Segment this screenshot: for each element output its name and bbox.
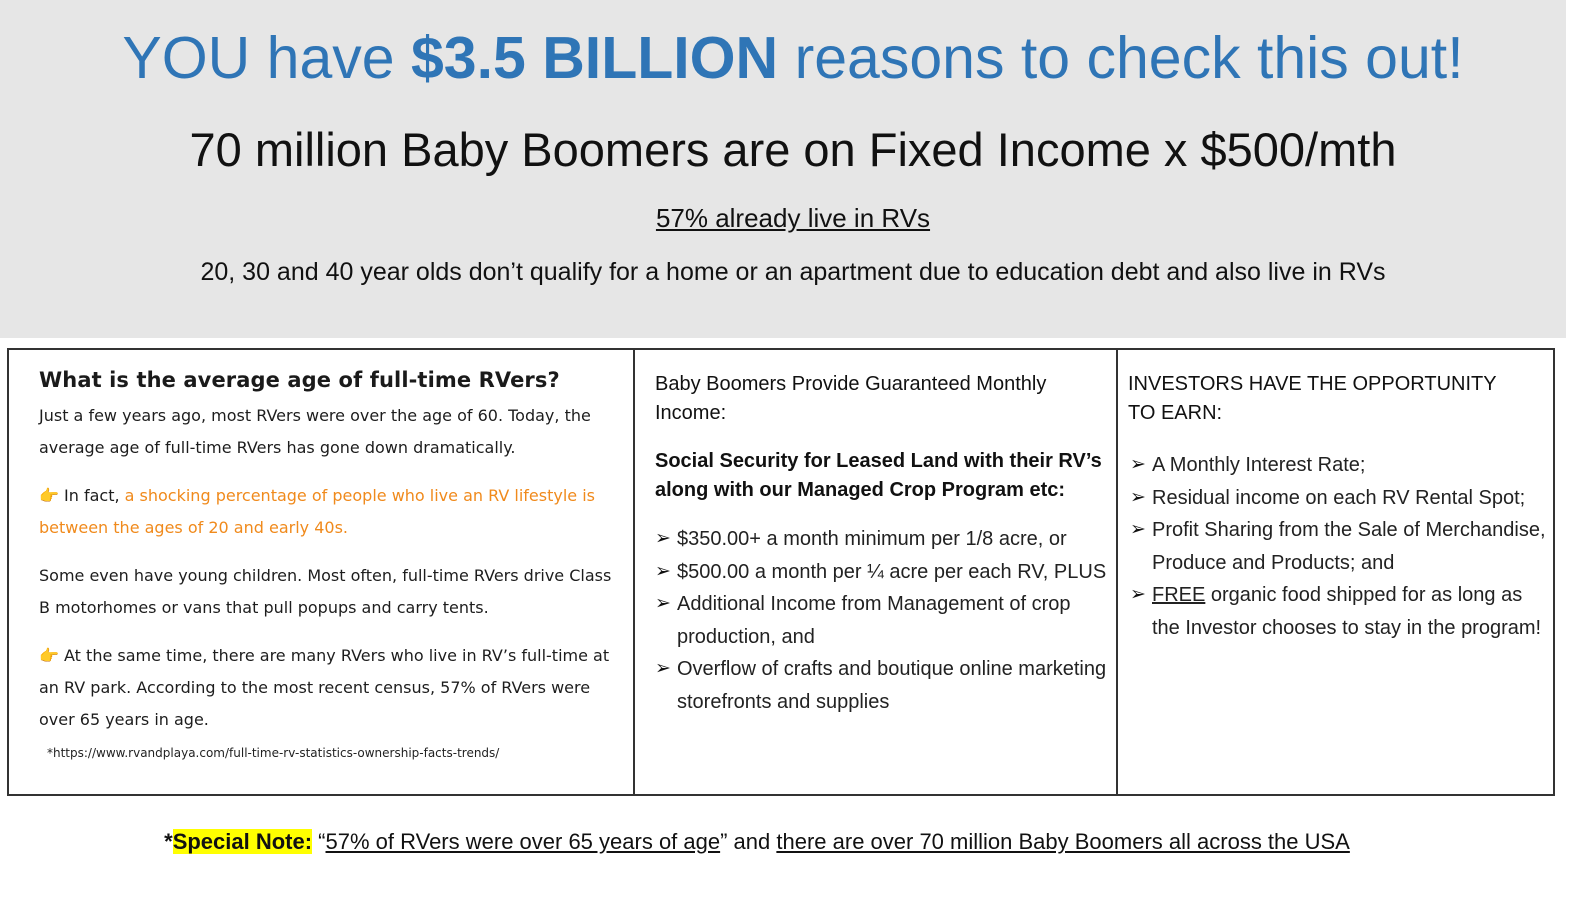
list-item: ➢ $350.00+ a month minimum per 1/8 acre, or: [655, 523, 1110, 556]
already-live-stat: 57% already live in RVs: [655, 203, 931, 233]
list-item: ➢ A Monthly Interest Rate;: [1130, 449, 1548, 482]
list-item: ➢ Overflow of crafts and boutique online marketing storefronts and supplies: [655, 653, 1110, 718]
boomer-subheading: Social Security for Leased Land with their RV’s along with our Managed Crop Program etc:: [655, 450, 1102, 501]
arrow-bullet-icon: ➢: [655, 528, 671, 549]
arrow-bullet-icon: ➢: [1130, 519, 1146, 540]
arrow-bullet-icon: ➢: [1130, 454, 1146, 475]
list-item: ➢ Additional Income from Management of crop production, and: [655, 588, 1110, 653]
investor-column: [1128, 370, 1548, 644]
source-citation: *https://www.rvandplaya.com/full-time-rv-statistics-ownership-facts-trends/: [47, 746, 500, 760]
age-para-2-highlight: a shocking percentage of people who live an RV lifestyle is between the ages of 20 and early 40s.: [39, 486, 595, 537]
list-item: ➢ Residual income on each RV Rental Spot;: [1130, 482, 1548, 515]
special-note-quote: 57% of RVers were over 65 years of age: [325, 829, 721, 854]
headline-prefix: YOU have: [122, 25, 411, 91]
headline: [0, 24, 1586, 92]
age-para-4-text: At the same time, there are many RVers who live in RV’s full-time at an RV park. According to the most recent census, 57% of RVers were over 65 years in age.: [39, 646, 610, 729]
debt-statement: 20, 30 and 40 year olds don’t qualify for a home or an apartment due to education debt and also live in RVs: [200, 258, 1386, 286]
list-item: ➢ $500.00 a month per ¼ acre per each RV, PLUS: [655, 556, 1110, 589]
pointing-hand-icon: 👉: [39, 486, 59, 505]
investor-heading: INVESTORS HAVE THE OPPORTUNITY TO EARN:: [1128, 373, 1497, 424]
age-para-2: [39, 480, 619, 544]
age-para-1: Just a few years ago, most RVers were over the age of 60. Today, the average age of full-time RVers has gone down dramatically.: [39, 406, 591, 457]
special-note: *Special Note: “57% of RVers were over 65 years of age” and there are over 70 million Baby Boomers all across the USA: [164, 829, 1350, 854]
headline-suffix: reasons to check this out!: [778, 25, 1464, 91]
arrow-bullet-icon: ➢: [655, 560, 671, 582]
headline-amount: $3.5 BILLION: [410, 25, 779, 91]
boomer-income-column: [655, 370, 1110, 718]
info-table: [7, 348, 1555, 796]
age-column: [39, 368, 619, 760]
free-emphasis: FREE: [1152, 584, 1206, 606]
age-column-title: What is the average age of full-time RVers?: [39, 368, 560, 392]
arrow-bullet-icon: ➢: [655, 658, 671, 679]
age-para-2-prefix: In fact,: [64, 486, 125, 505]
age-para-4: [39, 640, 619, 736]
pointing-hand-icon: 👉: [39, 646, 59, 665]
subheading: 70 million Baby Boomers are on Fixed Income x $500/mth: [189, 123, 1397, 176]
column-divider: [633, 350, 635, 794]
boomer-heading: Baby Boomers Provide Guaranteed Monthly Income:: [655, 373, 1047, 424]
boomer-bullet-list: [655, 523, 1110, 718]
list-item: ➢ Profit Sharing from the Sale of Merchandise, Produce and Products; and: [1130, 514, 1548, 579]
arrow-bullet-icon: ➢: [1130, 584, 1146, 605]
list-item: ➢ FREE organic food shipped for as long as the Investor chooses to stay in the program!: [1130, 579, 1548, 644]
column-divider: [1116, 350, 1118, 794]
arrow-bullet-icon: ➢: [1130, 486, 1146, 508]
special-note-tail: there are over 70 million Baby Boomers all across the USA: [776, 829, 1350, 854]
special-note-label: Special Note:: [172, 829, 313, 854]
arrow-bullet-icon: ➢: [655, 593, 671, 614]
investor-bullet-list: [1130, 449, 1548, 644]
age-para-3: Some even have young children. Most often, full-time RVers drive Class B motorhomes or vans that pull popups and carry tents.: [39, 566, 612, 617]
